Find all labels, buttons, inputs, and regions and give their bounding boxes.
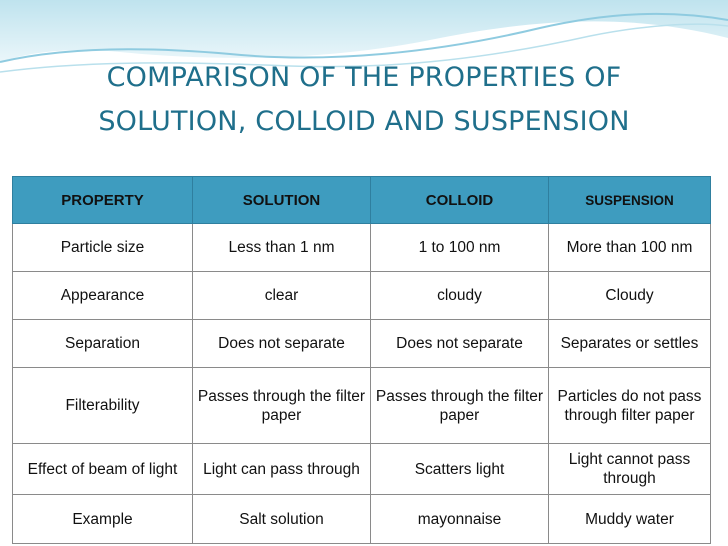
column-header-solution: SOLUTION [193,177,371,224]
row-label-appearance: Appearance [13,272,193,320]
cell-solution: Salt solution [193,495,371,544]
row-label-separation: Separation [13,320,193,368]
cell-suspension: More than 100 nm [549,224,711,272]
cell-colloid: 1 to 100 nm [371,224,549,272]
column-header-property: PROPERTY [13,177,193,224]
table-row [13,368,711,444]
table-header-row [13,177,711,224]
row-label-effect-of-light: Effect of beam of light [13,444,193,495]
cell-colloid: Scatters light [371,444,549,495]
cell-colloid: mayonnaise [371,495,549,544]
cell-suspension: Muddy water [549,495,711,544]
table-row [13,444,711,495]
comparison-table [12,176,711,544]
page-title [0,56,728,144]
cell-solution: Light can pass through [193,444,371,495]
table-row [13,272,711,320]
row-label-filterability: Filterability [13,368,193,444]
cell-colloid: cloudy [371,272,549,320]
cell-solution: Does not separate [193,320,371,368]
cell-colloid: Passes through the filter paper [371,368,549,444]
cell-solution: Passes through the filter paper [193,368,371,444]
column-header-colloid: COLLOID [371,177,549,224]
cell-solution: Less than 1 nm [193,224,371,272]
cell-suspension: Light cannot pass through [549,444,711,495]
cell-suspension: Particles do not pass through filter paper [549,368,711,444]
page-title-line-1: COMPARISON OF THE PROPERTIES OF [106,62,622,93]
cell-suspension: Cloudy [549,272,711,320]
page-title-line-2: SOLUTION, COLLOID AND SUSPENSION [98,106,630,137]
cell-colloid: Does not separate [371,320,549,368]
table-row [13,495,711,544]
column-header-suspension: SUSPENSION [549,177,711,224]
table-row [13,320,711,368]
table-row [13,224,711,272]
row-label-example: Example [13,495,193,544]
row-label-particle-size: Particle size [13,224,193,272]
cell-solution: clear [193,272,371,320]
cell-suspension: Separates or settles [549,320,711,368]
